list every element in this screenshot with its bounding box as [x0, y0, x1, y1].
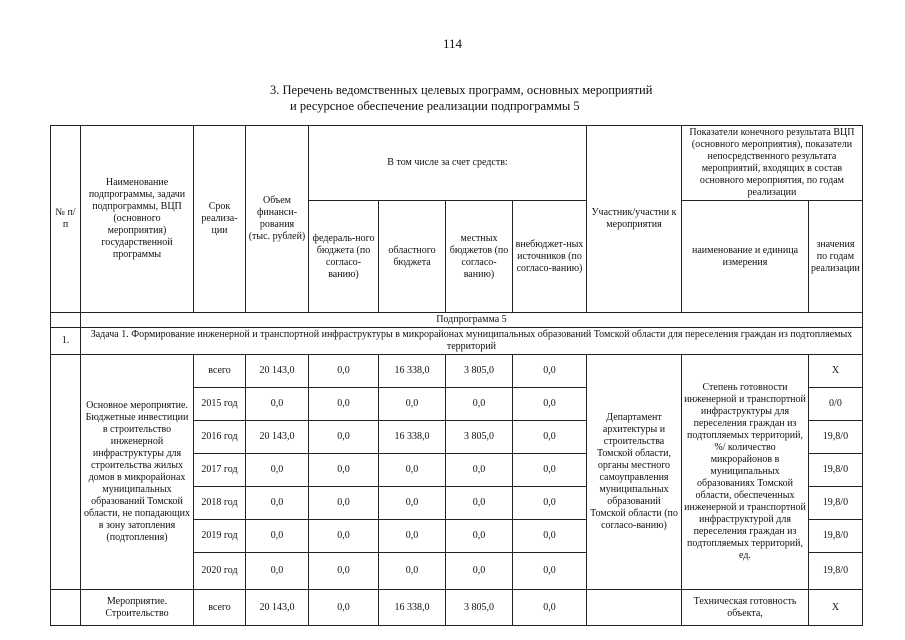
subprogram-label: Подпрограмма 5	[81, 313, 863, 328]
volume-cell: 20 143,0	[246, 421, 309, 454]
federal-cell: 0,0	[309, 590, 379, 626]
indicator-value-cell: X	[809, 590, 863, 626]
period-cell: 2020 год	[194, 553, 246, 590]
section-title	[270, 82, 710, 114]
volume-cell: 0,0	[246, 388, 309, 421]
period-cell: 2017 год	[194, 454, 246, 487]
header-term: Срок реализа-ции	[194, 126, 246, 313]
period-cell: 2018 год	[194, 487, 246, 520]
header-name: Наименование подпрограммы, задачи подпрограммы, ВЦП (основного мероприятия) государственной программы	[81, 126, 194, 313]
main-activity-participant: Департамент архитектуры и строительства Томской области, органы местного самоуправления муниципальных образований Томской области (по согласо-ванию)	[587, 355, 682, 590]
activity-indicator: Техническая готовность объекта,	[682, 590, 809, 626]
activity-num	[51, 590, 81, 626]
volume-cell: 0,0	[246, 454, 309, 487]
indicator-value-cell: 0/0	[809, 388, 863, 421]
regional-cell: 16 338,0	[379, 355, 446, 388]
volume-cell: 0,0	[246, 553, 309, 590]
extra-cell: 0,0	[513, 454, 587, 487]
local-cell: 0,0	[446, 388, 513, 421]
indicator-value-cell: 19,8/0	[809, 487, 863, 520]
extra-cell: 0,0	[513, 487, 587, 520]
period-cell: всего	[194, 355, 246, 388]
indicator-value-cell: X	[809, 355, 863, 388]
page-number: 114	[442, 36, 463, 51]
title-line-1: 3. Перечень ведомственных целевых программ, основных мероприятий	[270, 83, 653, 97]
program-table	[50, 125, 863, 626]
volume-cell: 20 143,0	[246, 590, 309, 626]
regional-cell: 16 338,0	[379, 590, 446, 626]
header-indicator-name: наименование и единица измерения	[682, 201, 809, 313]
main-activity-indicator: Степень готовности инженерной и транспортной инфраструктуры для переселения граждан из подтопляемых территорий, %/ количество микрорайонов в муниципальных образованиях Томской области, обеспеченных инженерной и транспортной инфраструктурой для переселения граждан из подтопляемых территорий, ед.	[682, 355, 809, 590]
header-extra: внебюджет-ных источников (по согласо-ванию)	[513, 201, 587, 313]
header-num: № п/п	[51, 126, 81, 313]
federal-cell: 0,0	[309, 421, 379, 454]
volume-cell: 0,0	[246, 487, 309, 520]
extra-cell: 0,0	[513, 553, 587, 590]
main-activity-num	[51, 355, 81, 590]
period-cell: 2015 год	[194, 388, 246, 421]
regional-cell: 16 338,0	[379, 421, 446, 454]
federal-cell: 0,0	[309, 553, 379, 590]
extra-cell: 0,0	[513, 421, 587, 454]
regional-cell: 0,0	[379, 454, 446, 487]
title-line-2: и ресурсное обеспечение реализации подпрограммы 5	[290, 99, 580, 113]
regional-cell: 0,0	[379, 553, 446, 590]
local-cell: 0,0	[446, 520, 513, 553]
indicator-value-cell: 19,8/0	[809, 520, 863, 553]
federal-cell: 0,0	[309, 454, 379, 487]
local-cell: 0,0	[446, 454, 513, 487]
local-cell: 3 805,0	[446, 590, 513, 626]
period-cell: 2016 год	[194, 421, 246, 454]
federal-cell: 0,0	[309, 388, 379, 421]
regional-cell: 0,0	[379, 388, 446, 421]
local-cell: 0,0	[446, 487, 513, 520]
header-federal: федераль-ного бюджета (по согласо-ванию)	[309, 201, 379, 313]
task-num: 1.	[51, 328, 81, 355]
header-indicators: Показатели конечного результата ВЦП (основного мероприятия), показатели непосредственного результата мероприятий, входящих в состав основного мероприятия, по годам реализации	[682, 126, 863, 201]
extra-cell: 0,0	[513, 520, 587, 553]
period-cell: 2019 год	[194, 520, 246, 553]
extra-cell: 0,0	[513, 388, 587, 421]
header-participant: Участник/участни к мероприятия	[587, 126, 682, 313]
period-cell: всего	[194, 590, 246, 626]
federal-cell: 0,0	[309, 355, 379, 388]
local-cell: 3 805,0	[446, 421, 513, 454]
activity-name: Мероприятие. Строительство	[81, 590, 194, 626]
indicator-value-cell: 19,8/0	[809, 421, 863, 454]
regional-cell: 0,0	[379, 520, 446, 553]
federal-cell: 0,0	[309, 520, 379, 553]
local-cell: 0,0	[446, 553, 513, 590]
activity-participant	[587, 590, 682, 626]
header-indicator-values: значения по годам реализации	[809, 201, 863, 313]
header-volume: Объем финанси-рования (тыс. рублей)	[246, 126, 309, 313]
header-local: местных бюджетов (по согласо-ванию)	[446, 201, 513, 313]
regional-cell: 0,0	[379, 487, 446, 520]
federal-cell: 0,0	[309, 487, 379, 520]
main-activity-name: Основное мероприятие. Бюджетные инвестиции в строительство инженерной инфраструктуры для строительства жилых домов в микрорайонах муниципальных образований Томской области, не попадающих в зону затопления (подтопления)	[81, 355, 194, 590]
indicator-value-cell: 19,8/0	[809, 553, 863, 590]
subprogram-num-cell	[51, 313, 81, 328]
volume-cell: 20 143,0	[246, 355, 309, 388]
local-cell: 3 805,0	[446, 355, 513, 388]
header-regional: областного бюджета	[379, 201, 446, 313]
extra-cell: 0,0	[513, 590, 587, 626]
volume-cell: 0,0	[246, 520, 309, 553]
indicator-value-cell: 19,8/0	[809, 454, 863, 487]
extra-cell: 0,0	[513, 355, 587, 388]
task-text: Задача 1. Формирование инженерной и транспортной инфраструктуры в микрорайонах муниципальных образований Томской области для переселения граждан из подтопляемых территорий	[81, 328, 863, 355]
header-including: В том числе за счет средств:	[309, 126, 587, 201]
